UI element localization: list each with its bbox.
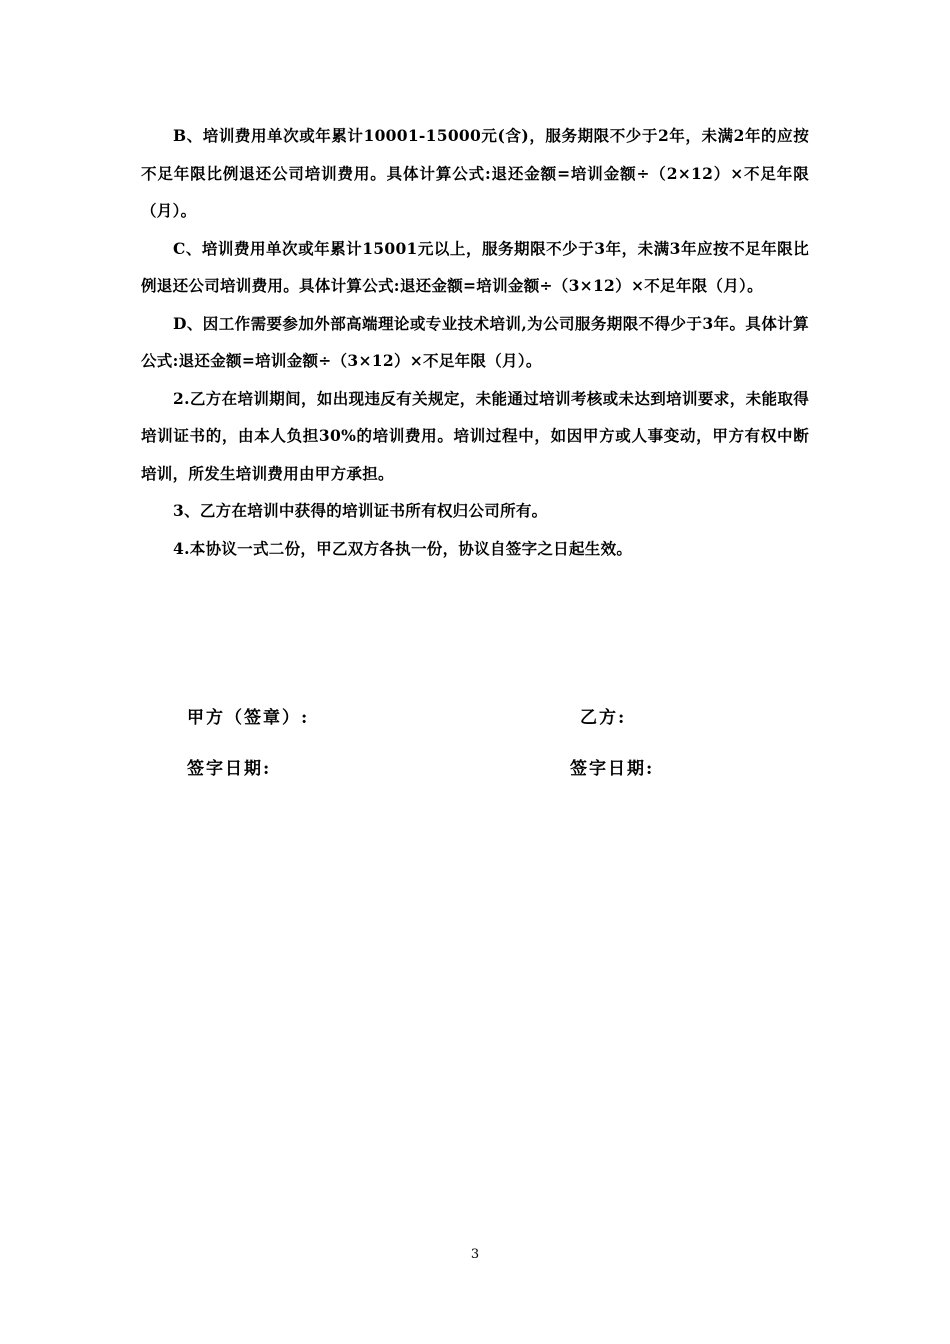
party-b-signature-label: 乙方: <box>580 708 627 728</box>
agreement-body <box>141 117 809 567</box>
page-number: 3 <box>470 1247 480 1262</box>
clause-4: 4.本协议一式二份，甲乙双方各执一份，协议自签字之日起生效。 <box>173 538 633 558</box>
clause-c: C、培训费用单次或年累计15001元以上，服务期限不少于3年，未满3年应按不足年限比例退还公司培训费用。具体计算公式:退还金额=培训金额÷（3×12）×不足年限（月）。 <box>141 238 809 295</box>
clause-2: 2.乙方在培训期间，如出现违反有关规定，未能通过培训考核或未达到培训要求，未能取得培训证书的，由本人负担30%的培训费用。培训过程中，如因甲方或人事变动，甲方有权中断培训，所发生培训费用由甲方承担。 <box>141 388 809 483</box>
party-a-signature-label: 甲方（签章）: <box>187 708 310 728</box>
clause-d: D、因工作需要参加外部高端理论或专业技术培训,为公司服务期限不得少于3年。具体计算公式:退还金额=培训金额÷（3×12）×不足年限（月）。 <box>141 313 809 370</box>
clause-b: B、培训费用单次或年累计10001-15000元(含)，服务期限不少于2年，未满2年的应按不足年限比例退还公司培训费用。具体计算公式:退还金额=培训金额÷（2×12）×不足年限（月）。 <box>141 126 809 220</box>
party-a-date-label: 签字日期: <box>187 759 272 779</box>
clause-3: 3、乙方在培训中获得的培训证书所有权归公司所有。 <box>173 501 548 520</box>
party-b-date-label: 签字日期: <box>570 759 655 779</box>
